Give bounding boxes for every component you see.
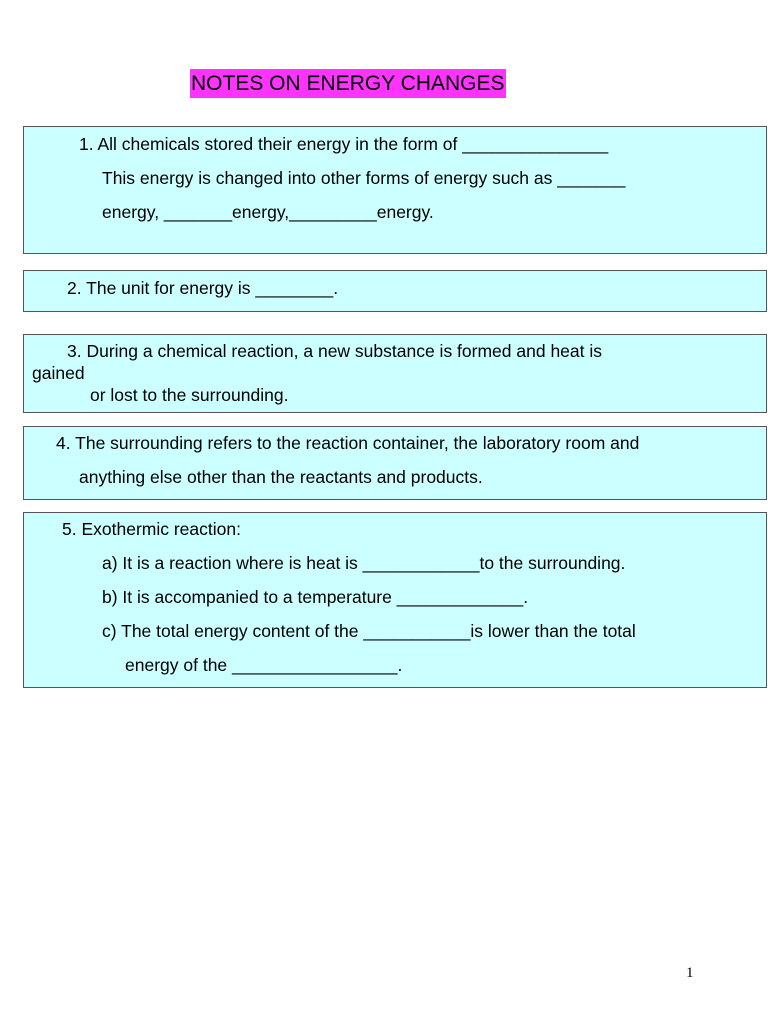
note-3-line-2: gained xyxy=(32,363,85,383)
note-4-line-1: 4. The surrounding refers to the reaction container, the laboratory room and xyxy=(56,433,640,453)
note-5-item-b: b) It is accompanied to a temperature _____________. xyxy=(102,587,529,607)
note-box-5 xyxy=(23,512,767,688)
note-5-item-c: c) The total energy content of the ___________is lower than the total xyxy=(102,621,636,641)
note-2-line-1: 2. The unit for energy is ________. xyxy=(67,278,339,298)
note-box-1 xyxy=(23,126,767,254)
page-number: 1 xyxy=(686,965,694,981)
note-1-line-3: energy, _______energy,_________energy. xyxy=(102,202,434,222)
note-3-line-1: 3. During a chemical reaction, a new substance is formed and heat is xyxy=(67,341,603,361)
note-5-item-a: a) It is a reaction where is heat is ____________to the surrounding. xyxy=(102,553,626,573)
note-5-heading: 5. Exothermic reaction: xyxy=(62,519,241,539)
page-title: NOTES ON ENERGY CHANGES xyxy=(190,69,506,98)
note-box-2 xyxy=(23,270,767,312)
note-box-4 xyxy=(23,426,767,500)
note-4-line-2: anything else other than the reactants and products. xyxy=(79,467,483,487)
note-5-item-c-continued: energy of the _________________. xyxy=(125,655,403,675)
note-3-line-3: or lost to the surrounding. xyxy=(90,385,289,405)
note-1-line-2: This energy is changed into other forms of energy such as _______ xyxy=(102,168,626,188)
note-1-line-1: 1. All chemicals stored their energy in the form of _______________ xyxy=(79,134,609,154)
note-box-3 xyxy=(23,334,767,413)
